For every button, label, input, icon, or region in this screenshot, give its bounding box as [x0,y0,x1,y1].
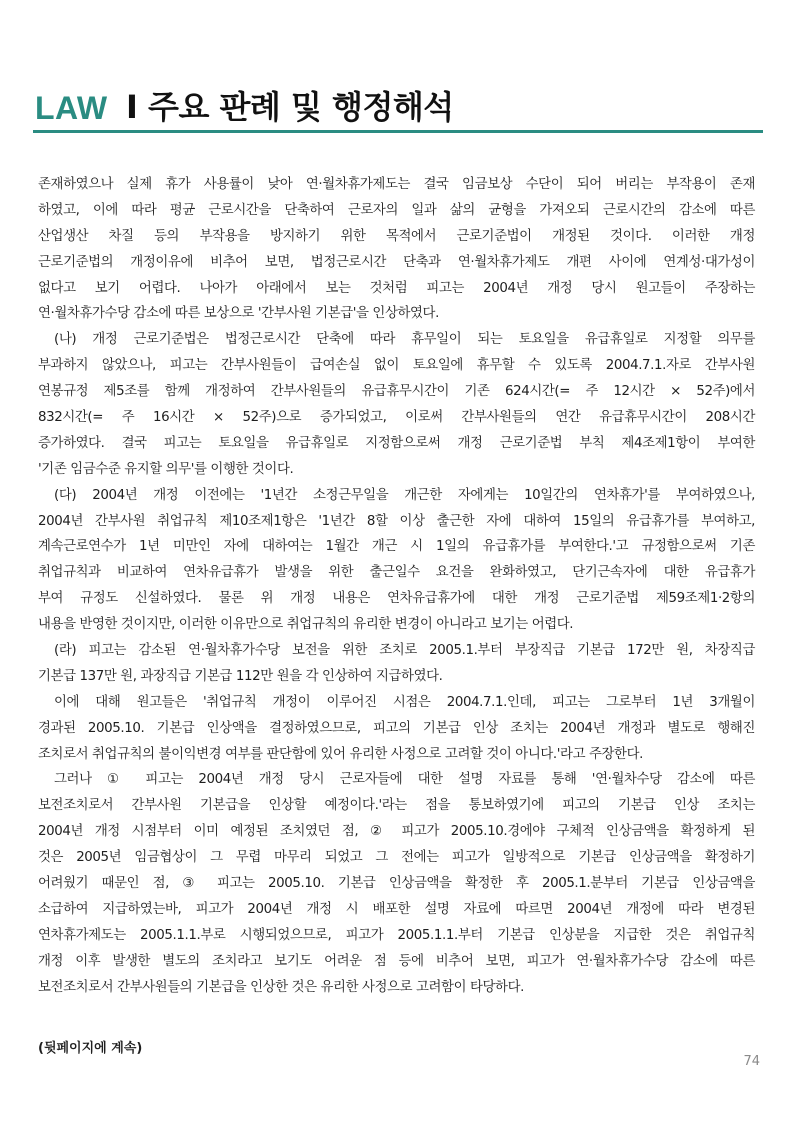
body-line: 부여 규정도 신설하였다. 물론 위 개정 내용은 연차유급휴가에 대한 개정 근로기준법 제59조제1·2항의 [38,591,755,607]
body-line: (다) 2004년 개정 이전에는 '1년간 소정근무일을 개근한 자에게는 10일간의 연차휴가'를 부여하였으나, [54,487,755,503]
body-line: 개정 이후 발생한 별도의 조치라고 보기도 어려운 점 등에 비추어 보면, 피고가 연·월차휴가수당 감소에 따른 [38,953,755,969]
body-line: (나) 개정 근로기준법은 법정근로시간 단축에 따라 휴무일이 되는 토요일을 유급휴일로 지정할 의무를 [54,332,755,348]
body-line: 하였고, 이에 따라 평균 근로시간을 단축하여 근로자의 일과 삶의 균형을 가져오되 근로시간의 감소에 따른 [38,202,755,218]
body-line: 부과하지 않았으나, 피고는 간부사원들이 급여손실 없이 토요일에 휴무할 수 있도록 2004.7.1.자로 간부사원 [38,358,755,374]
body-line: 832시간(= 주 16시간 × 52주)으로 증가되었고, 이로써 간부사원들의 연간 유급휴무시간이 208시간 [38,410,755,426]
body-line: 연봉규정 제5조를 함께 개정하여 간부사원들의 유급휴무시간이 기존 624시간(= 주 12시간 × 52주)에서 [38,384,755,400]
body-line: 2004년 개정 시점부터 이미 예정된 조치였던 점, ② 피고가 2005.10.경에야 구체적 인상금액을 확정하게 된 [38,824,755,840]
page-header [33,84,763,134]
body-line: 소급하여 지급하였는바, 피고가 2004년 개정 시 배포한 설명 자료에 따르면 2004년 개정에 따라 변경된 [38,901,755,917]
body-line: 취업규칙과 비교하여 연차유급휴가 발생을 위한 출근일수 요건을 완화하였고, 단기근속자에 대한 유급휴가 [38,565,755,581]
body-line: 것은 2005년 임금협상이 그 무렵 마무리 되었고 그 전에는 피고가 일방적으로 기본급 인상금액을 확정하기 [38,850,755,866]
body-line: 보전조치로서 간부사원 기본급을 인상할 예정이다.'라는 점을 통보하였기에 피고의 기본급 인상 조치는 [38,798,755,814]
body-line: 산업생산 차질 등의 부작용을 방지하기 위한 목적에서 근로기준법이 개정된 것이다. 이러한 개정 [38,228,755,244]
body-line: 없다고 보기 어렵다. 나아가 아래에서 보는 것처럼 피고는 2004년 개정 당시 원고들이 주장하는 [38,280,755,296]
body-line: 경과된 2005.10. 기본급 인상액을 결정하였으므로, 피고의 기본급 인상 조치는 2004년 개정과 별도로 행해진 [38,720,755,736]
body-line: 존재하였으나 실제 휴가 사용률이 낮아 연·월차휴가제도는 결국 임금보상 수단이 되어 버리는 부작용이 존재 [38,177,755,192]
body-line: 어려웠기 때문인 점, ③ 피고는 2005.10. 기본급 인상금액을 확정한 후 2005.1.분부터 기본급 인상금액을 [38,876,755,892]
body-line: 연차휴가제도는 2005.1.1.부로 시행되었으므로, 피고가 2005.1.1.부터 기본급 인상분을 지급한 것은 취업규칙 [38,927,755,943]
continued-note: (뒷페이지에 계속) [38,1041,143,1056]
body-line: 내용을 반영한 것이지만, 이러한 이유만으로 취업규칙의 유리한 변경이 아니라고 보기는 어렵다. [38,617,574,633]
body-line: 계속근로연수가 1년 미만인 자에 대하여는 1월간 개근 시 1일의 유급휴가를 부여한다.'고 규정함으로써 기존 [38,539,755,555]
body-line: (라) 피고는 감소된 연·월차휴가수당 보전을 위한 조치로 2005.1.부터 부장직급 기본급 172만 원, 차장직급 [54,643,755,659]
body-line: 보전조치로서 간부사원들의 기본급을 인상한 것은 유리한 사정으로 고려함이 타당하다. [38,979,524,995]
body-line: 기본급 137만 원, 과장직급 기본급 112만 원을 각 인상하여 지급하였다. [38,668,443,684]
section-label: LAW [35,90,108,126]
document-body [38,172,755,1001]
body-line: 연·월차휴가수당 감소에 따른 보상으로 '간부사원 기본급'을 인상하였다. [38,306,439,322]
body-line: 증가하였다. 결국 피고는 토요일을 유급휴일로 지정함으로써 개정 근로기준법 부칙 제4조제1항이 부여한 [38,435,755,451]
body-line: 2004년 간부사원 취업규칙 제10조제1항은 '1년간 8할 이상 출근한 자에 대하여 15일의 유급휴가를 부여하고, [38,513,755,529]
header-divider [33,130,763,133]
body-line: 조치로서 취업규칙의 불이익변경 여부를 판단함에 있어 유리한 사정으로 고려할 것이 아니다.'라고 주장한다. [38,746,643,762]
page-title: I 주요 판례 및 행정해석 [126,88,454,126]
body-line: 근로기준법의 개정이유에 비추어 보면, 법정근로시간 단축과 연·월차휴가제도 개편 사이에 연계성·대가성이 [38,254,755,270]
body-line: '기존 임금수준 유지할 의무'를 이행한 것이다. [38,461,294,477]
body-line: 이에 대해 원고들은 '취업규칙 개정이 이루어진 시점은 2004.7.1.인데, 피고는 그로부터 1년 3개월이 [54,694,755,710]
page-number: 74 [743,1054,760,1069]
body-line: 그러나 ① 피고는 2004년 개정 당시 근로자들에 대한 설명 자료를 통해 '연·월차수당 감소에 따른 [54,772,755,788]
